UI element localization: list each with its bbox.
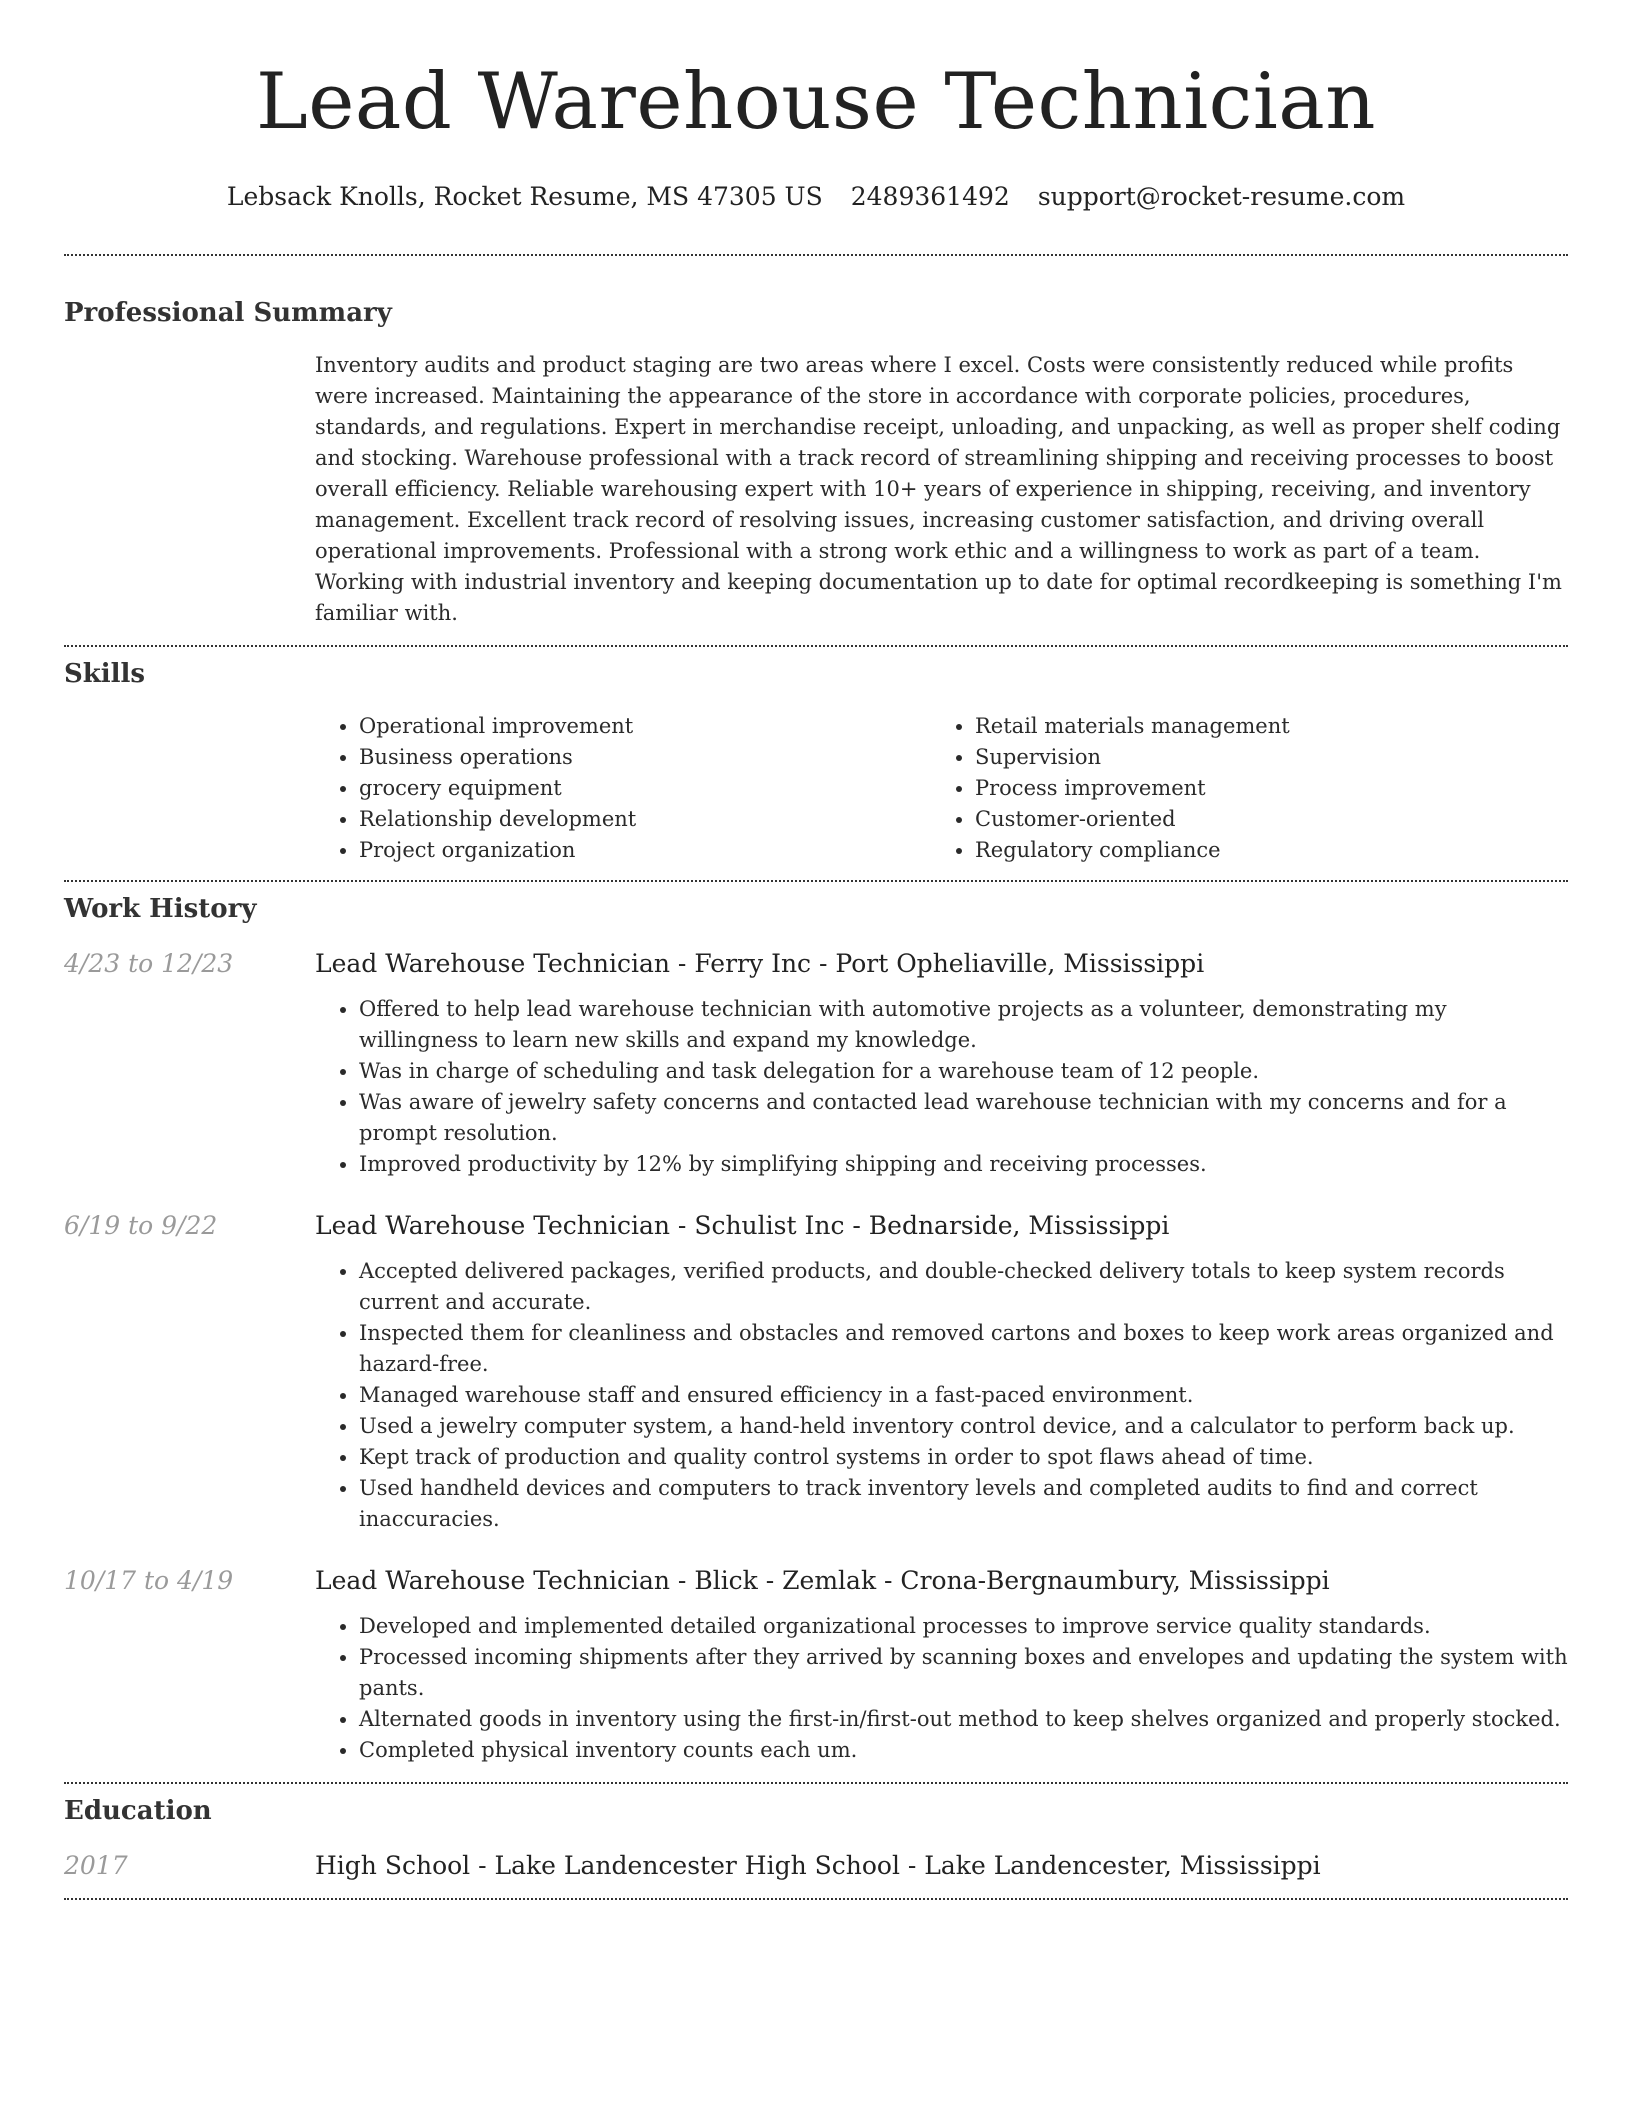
- summary-title: Professional Summary: [64, 298, 392, 328]
- skill-item: • Business operations: [359, 742, 931, 773]
- summary-text: Inventory audits and product staging are two areas where I excel. Costs were consistently reduced while profits were increased. Maintaining the appearance of the store in accordance with corporate policies, procedures, standards, and regulations. Expert in merchandise receipt, unloading, and unpacking, as well as proper shelf coding and stocking. Warehouse professional with a track record of streamlining shipping and receiving processes to boost overall efficiency. Reliable warehousing expert with 10+ years of experience in shipping, receiving, and inventory management. Excellent track record of resolving issues, increasing customer satisfaction, and driving overall operational improvements. Professional with a strong work ethic and a willingness to work as part of a team. Working with industrial inventory and keeping documentation up to date for optimal recordkeeping is something I'm familiar with.: [315, 353, 1562, 625]
- work-history-section: [64, 892, 1568, 1766]
- job-bullet: • Managed warehouse staff and ensured efficiency in a fast-paced environment.: [359, 1380, 1568, 1411]
- education-section: [64, 1794, 1568, 1882]
- job-entry: [64, 948, 1568, 1180]
- job-bullets: [315, 1256, 1568, 1535]
- skill-item: • Operational improvement: [359, 711, 931, 742]
- job-entry: [64, 1210, 1568, 1535]
- candidate-name: Lead Warehouse Technician: [255, 57, 1377, 147]
- job-bullets: [315, 1611, 1568, 1766]
- job-bullet: • Improved productivity by 12% by simplifying shipping and receiving processes.: [359, 1149, 1568, 1180]
- job-dates: 4/23 to 12/23: [64, 949, 234, 978]
- job-bullet: • Was aware of jewelry safety concerns and contacted lead warehouse technician with my concerns and for a prompt resolution.: [359, 1087, 1568, 1149]
- contact-address: Lebsack Knolls, Rocket Resume, MS 47305 US: [226, 182, 823, 211]
- education-year: 2017: [64, 1851, 128, 1880]
- job-heading: Lead Warehouse Technician - Ferry Inc - Port Opheliaville, Mississippi: [315, 949, 1205, 978]
- job-bullet: • Used a jewelry computer system, a hand-held inventory control device, and a calculator to perform back up.: [359, 1411, 1568, 1442]
- job-bullet: • Alternated goods in inventory using the first-in/first-out method to keep shelves organized and properly stocked.: [359, 1704, 1568, 1735]
- skills-list-left: [315, 711, 931, 866]
- divider: [64, 1898, 1568, 1900]
- skills-section: [64, 657, 1568, 866]
- contact-phone: 2489361492: [850, 182, 1010, 211]
- job-heading: Lead Warehouse Technician - Schulist Inc - Bednarside, Mississippi: [315, 1211, 1170, 1240]
- skill-item: • grocery equipment: [359, 773, 931, 804]
- skill-item: • Regulatory compliance: [975, 835, 1547, 866]
- skill-item: • Process improvement: [975, 773, 1547, 804]
- education-title: Education: [64, 1796, 212, 1826]
- job-bullet: • Was in charge of scheduling and task delegation for a warehouse team of 12 people.: [359, 1056, 1568, 1087]
- contact-line: [64, 180, 1568, 214]
- job-dates: 6/19 to 9/22: [64, 1211, 218, 1240]
- divider: [64, 880, 1568, 882]
- skill-item: • Supervision: [975, 742, 1547, 773]
- contact-email: support@rocket-resume.com: [1037, 182, 1406, 211]
- job-bullet: • Used handheld devices and computers to track inventory levels and completed audits to find and correct inaccuracies.: [359, 1473, 1568, 1535]
- job-bullet: • Processed incoming shipments after they arrived by scanning boxes and envelopes and updating the system with pants.: [359, 1642, 1568, 1704]
- divider: [64, 254, 1568, 256]
- job-entry: [64, 1565, 1568, 1766]
- education-heading: High School - Lake Landencester High School - Lake Landencester, Mississippi: [315, 1851, 1321, 1880]
- job-dates: 10/17 to 4/19: [64, 1566, 234, 1595]
- job-bullets: [315, 994, 1568, 1180]
- job-bullet: • Completed physical inventory counts each um.: [359, 1735, 1568, 1766]
- skill-item: • Retail materials management: [975, 711, 1547, 742]
- job-bullet: • Developed and implemented detailed organizational processes to improve service quality standards.: [359, 1611, 1568, 1642]
- job-bullet: • Offered to help lead warehouse technician with automotive projects as a volunteer, demonstrating my willingness to learn new skills and expand my knowledge.: [359, 994, 1568, 1056]
- education-entry: [64, 1850, 1568, 1882]
- work-history-title: Work History: [64, 894, 257, 924]
- skills-list-right: [931, 711, 1547, 866]
- job-heading: Lead Warehouse Technician - Blick - Zemlak - Crona-Bergnaumbury, Mississippi: [315, 1566, 1330, 1595]
- divider: [64, 1782, 1568, 1784]
- skill-item: • Project organization: [359, 835, 931, 866]
- summary-section: [64, 296, 1568, 629]
- skill-item: • Relationship development: [359, 804, 931, 835]
- skills-title: Skills: [64, 659, 146, 689]
- job-bullet: • Inspected them for cleanliness and obstacles and removed cartons and boxes to keep work areas organized and hazard-free.: [359, 1318, 1568, 1380]
- divider: [64, 645, 1568, 647]
- job-bullet: • Accepted delivered packages, verified products, and double-checked delivery totals to keep system records current and accurate.: [359, 1256, 1568, 1318]
- skill-item: • Customer-oriented: [975, 804, 1547, 835]
- job-bullet: • Kept track of production and quality control systems in order to spot flaws ahead of time.: [359, 1442, 1568, 1473]
